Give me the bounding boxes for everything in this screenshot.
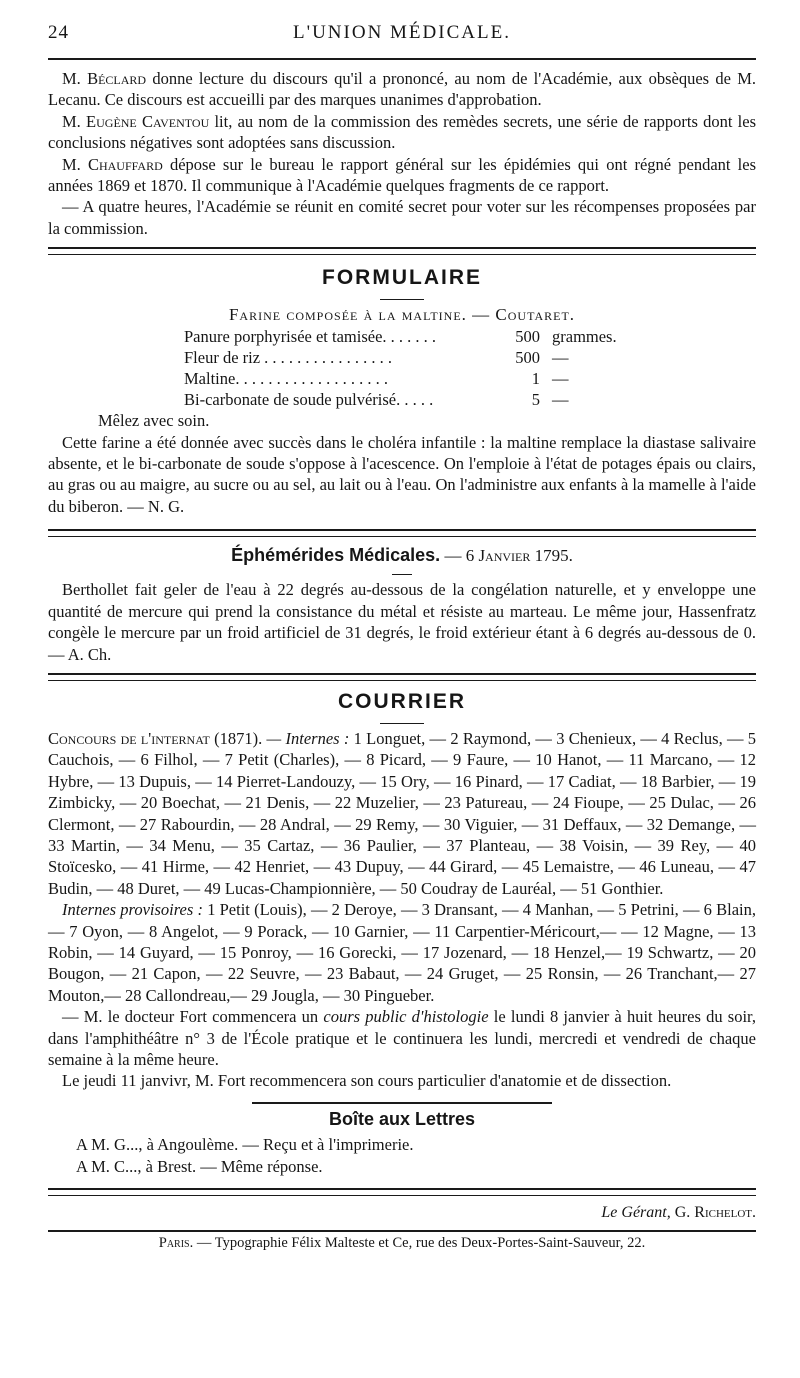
recipe-title: Farine composée à la maltine. — Coutaret. bbox=[228, 305, 576, 325]
academy-speaker: M. Eugène Caventou bbox=[62, 111, 210, 131]
academy-text: — A quatre heures, l'Académie se réunit en comité secret pour voter sur les récompenses proposées par la commission. bbox=[48, 197, 756, 238]
ingredient-name: Panure porphyrisée et tamisée. . . . . . . bbox=[184, 327, 437, 347]
formulaire-body: Cette farine a été donnée avec succès dans le choléra infantile : la maltine remplace la diastase salivaire absente, et le bi-carbonate de soude s'oppose à l'acescence. On l'emploie à l'état de potages épais ou clairs, au gras ou au maigre, au sucre ou au sel, au lait ou à l'eau. On l'administre aux enfants à la mamelle à l'aide du biberon. — N. G. bbox=[48, 432, 756, 516]
recipe-ingredients bbox=[184, 326, 756, 410]
concours-label: Concours de l'internat (1871). bbox=[48, 728, 263, 748]
imprint-text: — Typographie Félix Malteste et Ce, rue des Deux-Portes-Saint-Sauveur, 22. bbox=[193, 1234, 646, 1251]
academy-paragraph bbox=[48, 111, 756, 154]
ephemerides-section bbox=[48, 543, 756, 665]
signature-name: G. Richelot. bbox=[674, 1203, 756, 1221]
ingredient-row bbox=[184, 326, 756, 347]
section-divider bbox=[48, 529, 756, 537]
recipe-instruction: Mêlez avec soin. bbox=[98, 411, 210, 431]
provisoires-label: Internes provisoires : bbox=[62, 900, 203, 920]
academy-text: lit, au nom de la commission des remèdes secrets, une série de rapports dont les conclusions négatives sont adoptées sans discussion. bbox=[48, 111, 756, 153]
internat-paragraph bbox=[48, 728, 756, 899]
ingredient-unit: — bbox=[552, 390, 569, 410]
heading-rule bbox=[392, 574, 412, 575]
letter-item: A M. C..., à Brest. — Même réponse. bbox=[76, 1156, 323, 1176]
academy-paragraph bbox=[48, 196, 756, 239]
boite-section bbox=[48, 1104, 756, 1178]
fort-course-name: cours public d'histologie bbox=[323, 1007, 489, 1027]
ephemerides-date: — 6 Janvier 1795. bbox=[444, 546, 573, 566]
academy-paragraph bbox=[48, 154, 756, 197]
printer-imprint bbox=[48, 1232, 756, 1254]
heading-rule bbox=[380, 723, 424, 724]
page-number: 24 bbox=[48, 22, 69, 43]
signature bbox=[48, 1200, 756, 1226]
ephemerides-title bbox=[48, 543, 756, 568]
ingredient-qty: 500 bbox=[515, 348, 540, 368]
fort-text-after: le lundi 8 janvier à huit heures du soir, dans l'amphithéâtre n° 3 de l'École pratique et le continuera les lundi, mercredi et vendredi de chaque semaine à la même heure. bbox=[48, 1007, 756, 1069]
courrier-section bbox=[48, 687, 756, 1092]
journal-title: L'UNION MÉDICALE. bbox=[293, 22, 511, 43]
ingredient-name: Maltine. . . . . . . . . . . . . . . . . . . bbox=[184, 369, 388, 389]
academy-speaker: M. Chauffard bbox=[62, 154, 163, 174]
formulaire-section bbox=[48, 263, 756, 517]
ingredient-name: Bi-carbonate de soude pulvérisé. . . . . bbox=[184, 390, 434, 410]
section-divider bbox=[48, 247, 756, 255]
ephemerides-body: Berthollet fait geler de l'eau à 22 degrés au-dessous de la congélation naturelle, et y enveloppe une quantité de mercure qui prend la consistance du métal et résiste au marteau. Le même jour, Hassenfratz congèle le mercure par un froid artificiel de 31 degrés, le froid extérieur étant à 6 degrés au-dessous de 0. — A. Ch. bbox=[48, 580, 756, 664]
fort-second-paragraph: Le jeudi 11 janvivr, M. Fort recommencera son cours particulier d'anatomie et de dissection. bbox=[62, 1071, 672, 1091]
formulaire-heading: FORMULAIRE bbox=[322, 266, 482, 290]
section-divider bbox=[48, 1188, 756, 1196]
academy-text: dépose sur le bureau le rapport général sur les épidémies qui ont régné pendant les années 1869 et 1870. Il communique à l'Académie quelques fragments de ce rapport. bbox=[48, 154, 756, 196]
ingredient-row bbox=[184, 347, 756, 368]
courrier-heading: COURRIER bbox=[337, 689, 466, 713]
provisoires-paragraph bbox=[48, 899, 756, 1006]
ephemerides-heading: Éphémérides Médicales. bbox=[231, 545, 441, 566]
ingredient-unit: grammes. bbox=[552, 327, 617, 347]
newspaper-page bbox=[48, 22, 756, 1254]
page-header bbox=[48, 22, 756, 58]
fort-text-before: — M. le docteur Fort commencera un bbox=[62, 1007, 324, 1027]
ingredient-unit: — bbox=[552, 348, 569, 368]
letters-list bbox=[48, 1134, 756, 1178]
boite-heading: Boîte aux Lettres bbox=[328, 1108, 476, 1129]
ingredient-qty: 500 bbox=[515, 327, 540, 347]
internes-list: 1 Longuet, — 2 Raymond, — 3 Chenieux, — 4 Reclus, — 5 Cauchois, — 6 Filhol, — 7 Petit (Charles), — 8 Picard, — 9 Faure, — 10 Hanot, — 11 Marcano, — 12 Hybre, — 13 Dupuis, — 14 Pierret-Landouzy, — 15 Ory, — 16 Pinard, — 17 Cadiat, — 18 Barbier, — 19 Zimbicky, — 20 Boechat, — 21 Denis, — 22 Muzelier, — 23 Patureau, — 24 Fioupe, — 25 Dulac, — 26 Clermont, — 27 Rabourdin, — 28 Andral, — 29 Remy, — 30 Viguier, — 31 Deffaux, — 32 Demange, — 33 Martin, — 34 Menu, — 35 Cartaz, — 36 Paulier, — 37 Planteau, — 38 Voisin, — 39 Rey, — 40 Stoïcesko, — 41 Hirme, — 42 Henriet, — 43 Dupuy, — 44 Girard, — 45 Lemaistre, — 46 Luneau, — 47 Budin, — 48 Duret, — 49 Lucas-Championnière, — 50 Coudray de Lauréal, — 51 Gonthier. bbox=[48, 728, 757, 898]
academy-paragraph bbox=[48, 68, 756, 111]
academy-section bbox=[48, 68, 756, 239]
ingredient-name: Fleur de riz . . . . . . . . . . . . . . . . bbox=[184, 348, 393, 368]
ingredient-row bbox=[184, 389, 756, 410]
imprint-city: Paris. bbox=[158, 1234, 194, 1251]
academy-text: donne lecture du discours qu'il a prononcé, au nom de l'Académie, aux obsèques de M. Lecanu. Ce discours est accueilli par des marques unanimes d'approbation. bbox=[48, 69, 756, 110]
internes-label: — Internes : bbox=[266, 728, 350, 748]
provisoires-list: 1 Petit (Louis), — 2 Deroye, — 3 Dransant, — 4 Manhan, — 5 Petrini, — 6 Blain, — 7 Oyon, — 8 Angelot, — 9 Porack, — 10 Garnier, — 11 Carpentier-Méricourt,— — 12 Magne, — 13 Robin, — 14 Guyard, — 15 Ponroy, — 16 Gorecki, — 17 Jozenard, — 18 Henzel,— 19 Schwartz, — 20 Bougon, — 21 Capon, — 22 Seuvre, — 23 Babaut, — 24 Gruget, — 25 Ronsin, — 26 Tranchant,— 27 Mouton,— 28 Callondreau,— 29 Jougla, — 30 Pingueber. bbox=[48, 900, 757, 1005]
header-rule bbox=[48, 58, 756, 60]
ingredient-qty: 5 bbox=[531, 390, 540, 410]
academy-speaker: M. Béclard bbox=[62, 69, 147, 88]
ingredient-row bbox=[184, 368, 756, 389]
ingredient-unit: — bbox=[552, 369, 569, 389]
section-divider bbox=[48, 673, 756, 681]
fort-paragraph bbox=[48, 1006, 756, 1070]
signature-label: Le Gérant, bbox=[601, 1203, 671, 1221]
ingredient-qty: 1 bbox=[531, 369, 540, 389]
letter-item: A M. G..., à Angoulème. — Reçu et à l'imprimerie. bbox=[76, 1134, 414, 1154]
heading-rule bbox=[380, 299, 424, 300]
